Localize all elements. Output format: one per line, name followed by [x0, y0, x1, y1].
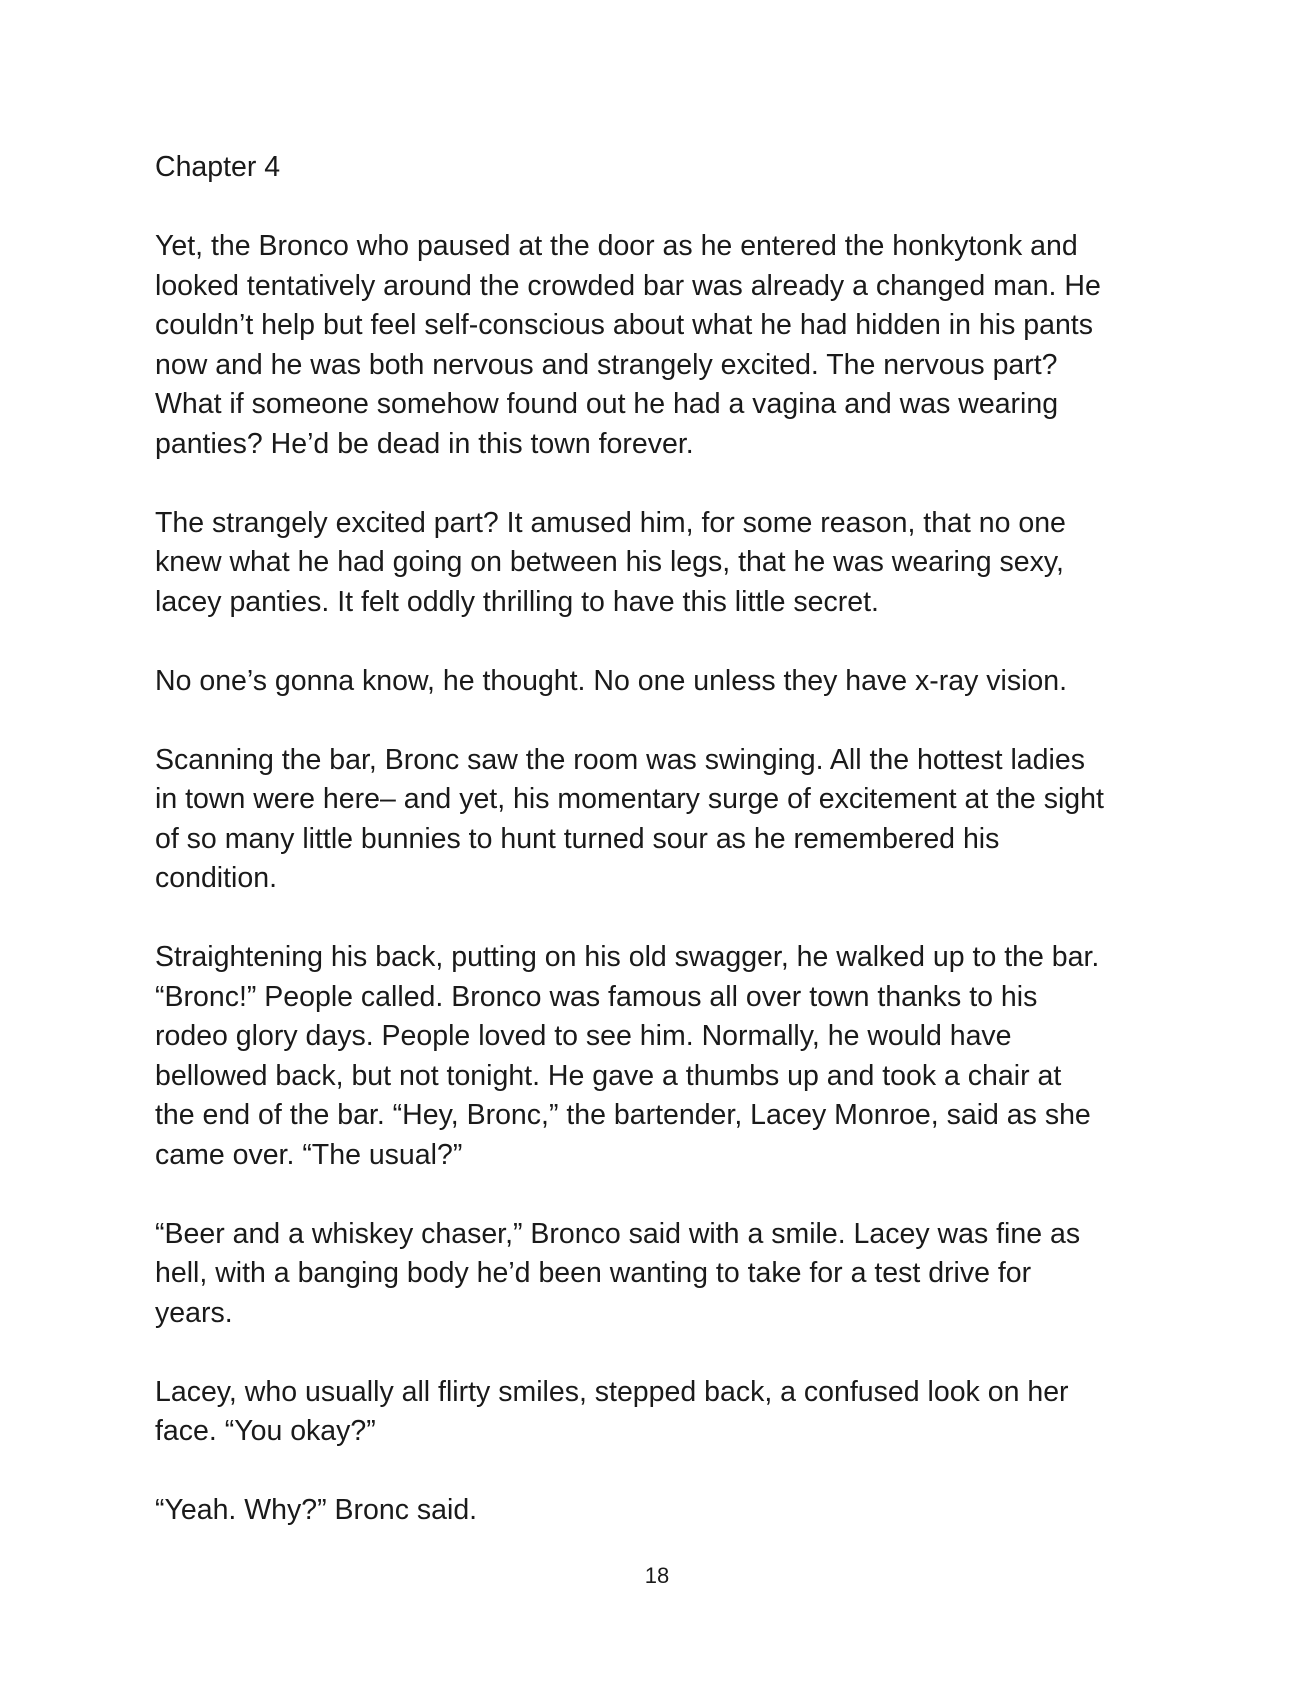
text-line: hell, with a banging body he’d been wanting to take for a test drive for [155, 1257, 1032, 1289]
text-line: looked tentatively around the crowded bar was already a changed man. He [155, 269, 1101, 302]
paragraph-8 [155, 1491, 1165, 1531]
paragraph-7 [155, 1373, 1165, 1452]
text-line: Straightening his back, putting on his old swagger, he walked up to the bar. [155, 941, 1100, 973]
text-line: knew what he had going on between his legs, that he was wearing sexy, [155, 546, 1064, 578]
text-line: The strangely excited part? It amused him, for some reason, that no one [155, 506, 1066, 539]
text-line: years. [155, 1296, 233, 1329]
paragraph-1 [155, 227, 1165, 464]
text-line: in town were here– and yet, his momentary surge of excitement at the sight [155, 783, 1104, 815]
text-line: face. “You okay?” [155, 1415, 376, 1447]
paragraph-4 [155, 741, 1165, 899]
text-line: the end of the bar. “Hey, Bronc,” the bartender, Lacey Monroe, said as she [155, 1099, 1091, 1131]
text-line: panties? He’d be dead in this town forever. [155, 427, 694, 460]
text-line: rodeo glory days. People loved to see him. Normally, he would have [155, 1020, 1012, 1052]
paragraph-6 [155, 1215, 1165, 1334]
text-line: “Bronc!” People called. Bronco was famous all over town thanks to his [155, 980, 1038, 1013]
text-line: “Beer and a whiskey chaser,” Bronco said with a smile. Lacey was fine as [155, 1217, 1081, 1250]
text-column [155, 148, 1165, 1570]
paragraph-3 [155, 662, 1165, 702]
text-line: What if someone somehow found out he had a vagina and was wearing [155, 388, 1059, 420]
paragraph-5 [155, 938, 1165, 1175]
text-line: of so many little bunnies to hunt turned sour as he remembered his [155, 822, 1000, 855]
text-line: came over. “The usual?” [155, 1138, 463, 1171]
paragraph-2 [155, 504, 1165, 623]
page-number: 18 [644, 1563, 670, 1588]
text-line: “Yeah. Why?” Bronc said. [155, 1494, 478, 1526]
text-line: Lacey, who usually all flirty smiles, stepped back, a confused look on her [155, 1375, 1069, 1408]
text-line: bellowed back, but not tonight. He gave a thumbs up and took a chair at [155, 1059, 1062, 1092]
text-line: condition. [155, 862, 278, 894]
text-line: Yet, the Bronco who paused at the door as he entered the honkytonk and [155, 230, 1078, 262]
chapter-title: Chapter 4 [155, 151, 281, 183]
text-line: Scanning the bar, Bronc saw the room was swinging. All the hottest ladies [155, 743, 1085, 776]
text-line: couldn’t help but feel self-conscious about what he had hidden in his pants [155, 309, 1093, 341]
text-line: lacey panties. It felt oddly thrilling to have this little secret. [155, 585, 879, 618]
text-line: now and he was both nervous and strangely excited. The nervous part? [155, 348, 1058, 381]
text-line: No one’s gonna know, he thought. No one unless they have x-ray vision. [155, 664, 1068, 697]
